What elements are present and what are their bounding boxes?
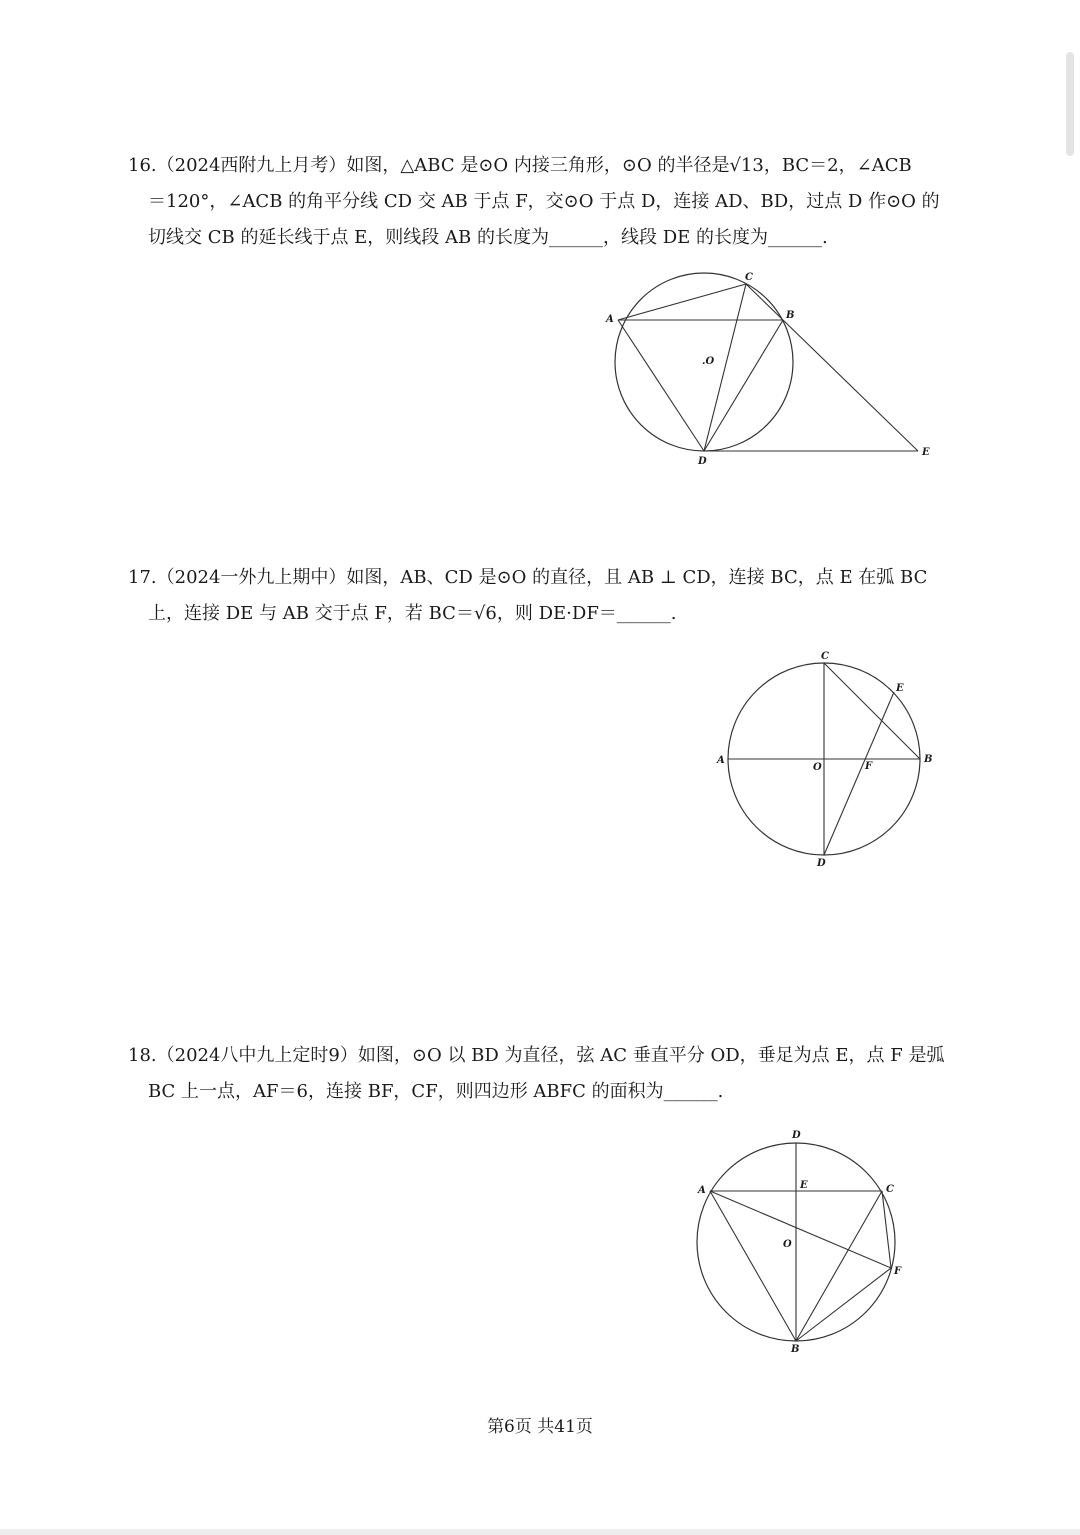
fig17-label-o: O [813,762,822,773]
fig18-label-e: E [800,1180,808,1191]
page-footer: 第6页 共41页 [487,1417,593,1437]
fig18-label-b: B [791,1344,800,1354]
figure-16 [600,268,950,482]
problem-16-line-1: 16.（2024西附九上月考）如图，△ABC 是⊙O 内接三角形，⊙O 的半径是√13，BC＝2，∠ACB [128,155,912,176]
fig16-label-b: B [786,310,795,321]
problem-17 [128,560,960,632]
figure-17 [712,648,942,877]
fig17-label-c: C [821,651,829,662]
figure-18 [690,1124,920,1358]
fig18-label-d: D [792,1130,801,1141]
fig17-label-d: D [817,858,826,869]
fig18-label-f: F [894,1266,902,1277]
fig17-label-a: A [717,755,725,766]
figure-17-diagram [712,648,942,873]
scrollbar[interactable] [1066,52,1074,156]
fig16-label-e: E [922,447,930,458]
fig18-label-c: C [886,1184,894,1195]
fig18-label-a: A [698,1185,706,1196]
fig18-label-o: O [783,1239,792,1250]
problem-16-line-3: 切线交 CB 的延长线于点 E，则线段 AB 的长度为______，线段 DE 的长度为______. [148,227,828,248]
fig16-label-a: A [606,314,614,325]
fig17-label-b: B [924,754,933,765]
fig16-label-o: .O [702,356,715,367]
problem-17-line-2: 上，连接 DE 与 AB 交于点 F，若 BC＝√6，则 DE·DF＝______. [148,603,677,624]
problem-17-line-1: 17.（2024一外九上期中）如图，AB、CD 是⊙O 的直径，且 AB ⊥ CD，连接 BC，点 E 在弧 BC [128,567,928,588]
fig16-label-c: C [745,272,753,283]
fig17-label-e: E [896,683,904,694]
problem-18 [128,1038,960,1110]
problem-16-line-2: ＝120°，∠ACB 的角平分线 CD 交 AB 于点 F，交⊙O 于点 D，连接 AD、BD，过点 D 作⊙O 的 [148,191,940,212]
bottom-strip [0,1529,1080,1535]
fig17-label-f: F [865,761,873,772]
fig16-label-d: D [698,456,707,467]
figure-18-diagram [690,1124,920,1354]
problem-16 [128,148,960,256]
figure-16-diagram [600,268,950,478]
problem-18-line-1: 18.（2024八中九上定时9）如图，⊙O 以 BD 为直径，弦 AC 垂直平分 OD，垂足为点 E，点 F 是弧 [128,1045,945,1066]
problem-18-line-2: BC 上一点，AF＝6，连接 BF，CF，则四边形 ABFC 的面积为______. [148,1081,724,1102]
